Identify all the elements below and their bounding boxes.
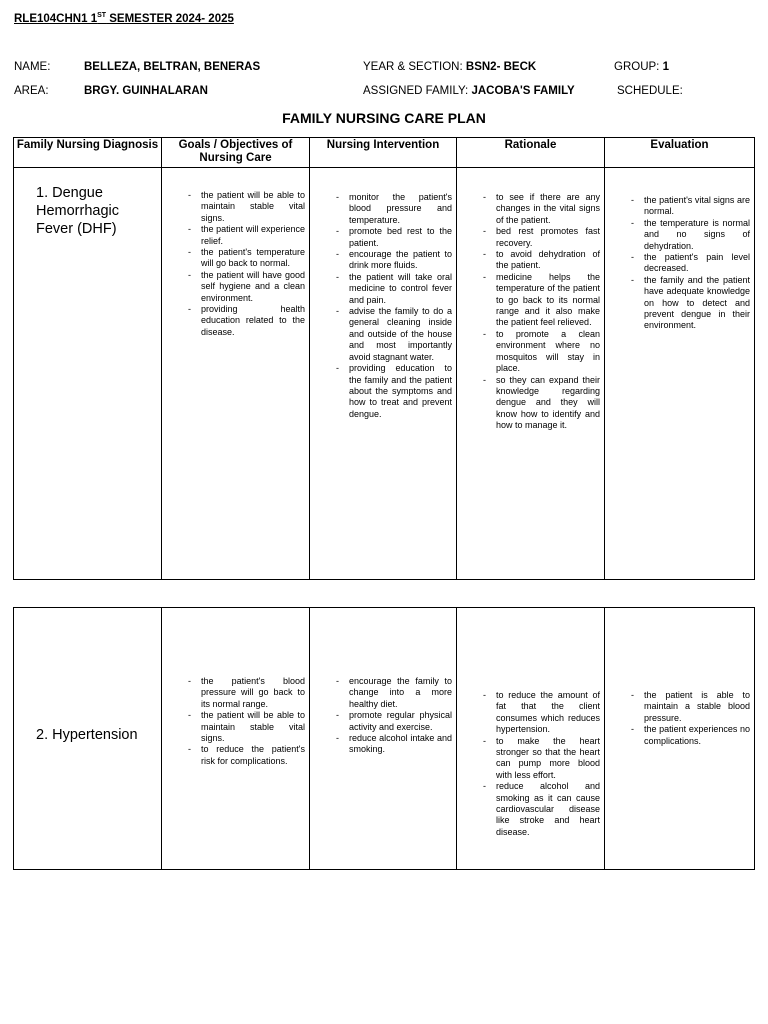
list-item: - promote regular physical activity and exercise. bbox=[332, 710, 452, 733]
list-item: - the temperature is normal and no signs of dehydration. bbox=[627, 218, 750, 252]
care-plan-table-1 bbox=[13, 137, 755, 580]
area-label: AREA: bbox=[14, 85, 49, 97]
course-code: RLE104CHN1 1 bbox=[14, 12, 98, 25]
list-item: - to make the heart stronger so that the heart can pump more blood with less effort. bbox=[479, 736, 600, 782]
list-item: - so they can expand their knowledge regarding dengue and they will know how to identify and how to manage it. bbox=[479, 375, 600, 432]
schedule-label: SCHEDULE: bbox=[617, 85, 683, 97]
assigned-family bbox=[363, 85, 575, 97]
family-label: ASSIGNED FAMILY: bbox=[363, 85, 472, 97]
list-item: - providing health education related to the disease. bbox=[184, 304, 305, 338]
course-header bbox=[14, 12, 234, 25]
column-header-rationale: Rationale bbox=[457, 138, 605, 168]
name-value bbox=[84, 61, 260, 73]
name-label: NAME: bbox=[14, 61, 51, 73]
rationale-cell bbox=[457, 608, 605, 870]
care-plan-table-2 bbox=[13, 607, 755, 870]
diagnosis-text: 2. Hypertension bbox=[36, 726, 138, 743]
name-value-text: BELLEZA, BELTRAN, BENERAS bbox=[84, 61, 261, 73]
column-header-diagnosis: Family Nursing Diagnosis bbox=[14, 138, 162, 168]
evaluation-cell bbox=[605, 608, 755, 870]
list-item: - monitor the patient's blood pressure and temperature. bbox=[332, 192, 452, 226]
list-item: - the patient will have good self hygiene and a clean environment. bbox=[184, 270, 305, 304]
list-item: - reduce alcohol intake and smoking. bbox=[332, 733, 452, 756]
table-header-row bbox=[14, 138, 755, 168]
list-item: - bed rest promotes fast recovery. bbox=[479, 226, 600, 249]
diagnosis-text: 1. Dengue Hemorrhagic Fever (DHF) bbox=[36, 185, 119, 237]
list-item: - promote bed rest to the patient. bbox=[332, 226, 452, 249]
list-item: - reduce alcohol and smoking as it can cause cardiovascular disease like stroke and heart disease. bbox=[479, 781, 600, 838]
column-header-evaluation: Evaluation bbox=[605, 138, 755, 168]
year-section bbox=[363, 61, 536, 73]
list-item: - the patient's blood pressure will go back to its normal range. bbox=[184, 676, 305, 710]
list-item: - the patient will take oral medicine to control fever and pain. bbox=[332, 272, 452, 306]
intervention-cell bbox=[310, 168, 457, 580]
diagnosis-cell bbox=[14, 608, 162, 870]
goals-cell bbox=[162, 608, 310, 870]
list-item: - the patient's pain level decreased. bbox=[627, 252, 750, 275]
goals-list bbox=[184, 190, 305, 338]
rationale-cell bbox=[457, 168, 605, 580]
goals-list bbox=[184, 676, 305, 767]
plan-row bbox=[14, 608, 755, 870]
rationale-list bbox=[479, 690, 600, 838]
year-value: BSN2- BECK bbox=[465, 61, 537, 73]
column-header-intervention: Nursing Intervention bbox=[310, 138, 457, 168]
page-title: FAMILY NURSING CARE PLAN bbox=[282, 110, 486, 126]
evaluation-cell bbox=[605, 168, 755, 580]
group-value: 1 bbox=[662, 61, 669, 73]
area-value-text: BRGY. GUINHALARAN bbox=[84, 85, 208, 97]
goals-cell bbox=[162, 168, 310, 580]
list-item: - to reduce the amount of fat that the client consumes which reduces hypertension. bbox=[479, 690, 600, 736]
list-item: - advise the family to do a general cleaning inside and outside of the house and most importantly avoid stagnant water. bbox=[332, 306, 452, 363]
area-value bbox=[84, 85, 208, 97]
list-item: - to see if there are any changes in the vital signs of the patient. bbox=[479, 192, 600, 226]
plan-row bbox=[14, 168, 755, 580]
course-superscript: ST bbox=[97, 12, 107, 19]
evaluation-list bbox=[627, 690, 750, 747]
list-item: - to promote a clean environment where no mosquitos will stay in place. bbox=[479, 329, 600, 375]
list-item: - the patient's vital signs are normal. bbox=[627, 195, 750, 218]
evaluation-list bbox=[627, 195, 750, 332]
list-item: - the patient will experience relief. bbox=[184, 224, 305, 247]
family-value: JACOBA'S FAMILY bbox=[471, 85, 575, 97]
course-semester: SEMESTER 2024- 2025 bbox=[106, 12, 234, 25]
intervention-list bbox=[332, 676, 452, 756]
year-label: YEAR & SECTION: bbox=[363, 61, 466, 73]
list-item: - the patient will be able to maintain stable vital signs. bbox=[184, 710, 305, 744]
intervention-list bbox=[332, 192, 452, 420]
list-item: - to avoid dehydration of the patient. bbox=[479, 249, 600, 272]
list-item: - to reduce the patient's risk for complications. bbox=[184, 744, 305, 767]
list-item: - the patient experiences no complications. bbox=[627, 724, 750, 747]
intervention-cell bbox=[310, 608, 457, 870]
list-item: - the family and the patient have adequate knowledge on how to detect and prevent dengue in their environment. bbox=[627, 275, 750, 332]
column-header-goals: Goals / Objectives of Nursing Care bbox=[162, 138, 310, 168]
list-item: - encourage the family to change into a more healthy diet. bbox=[332, 676, 452, 710]
diagnosis-cell bbox=[14, 168, 162, 580]
list-item: - encourage the patient to drink more fluids. bbox=[332, 249, 452, 272]
list-item: - providing education to the family and the patient about the symptoms and how to treat and prevent dengue. bbox=[332, 363, 452, 420]
rationale-list bbox=[479, 192, 600, 432]
list-item: - medicine helps the temperature of the patient to go back to its normal range and it also make the patient feel relieved. bbox=[479, 272, 600, 329]
list-item: - the patient is able to maintain a stable blood pressure. bbox=[627, 690, 750, 724]
group bbox=[614, 61, 669, 73]
list-item: - the patient's temperature will go back to normal. bbox=[184, 247, 305, 270]
group-label: GROUP: bbox=[614, 61, 663, 73]
list-item: - the patient will be able to maintain stable vital signs. bbox=[184, 190, 305, 224]
